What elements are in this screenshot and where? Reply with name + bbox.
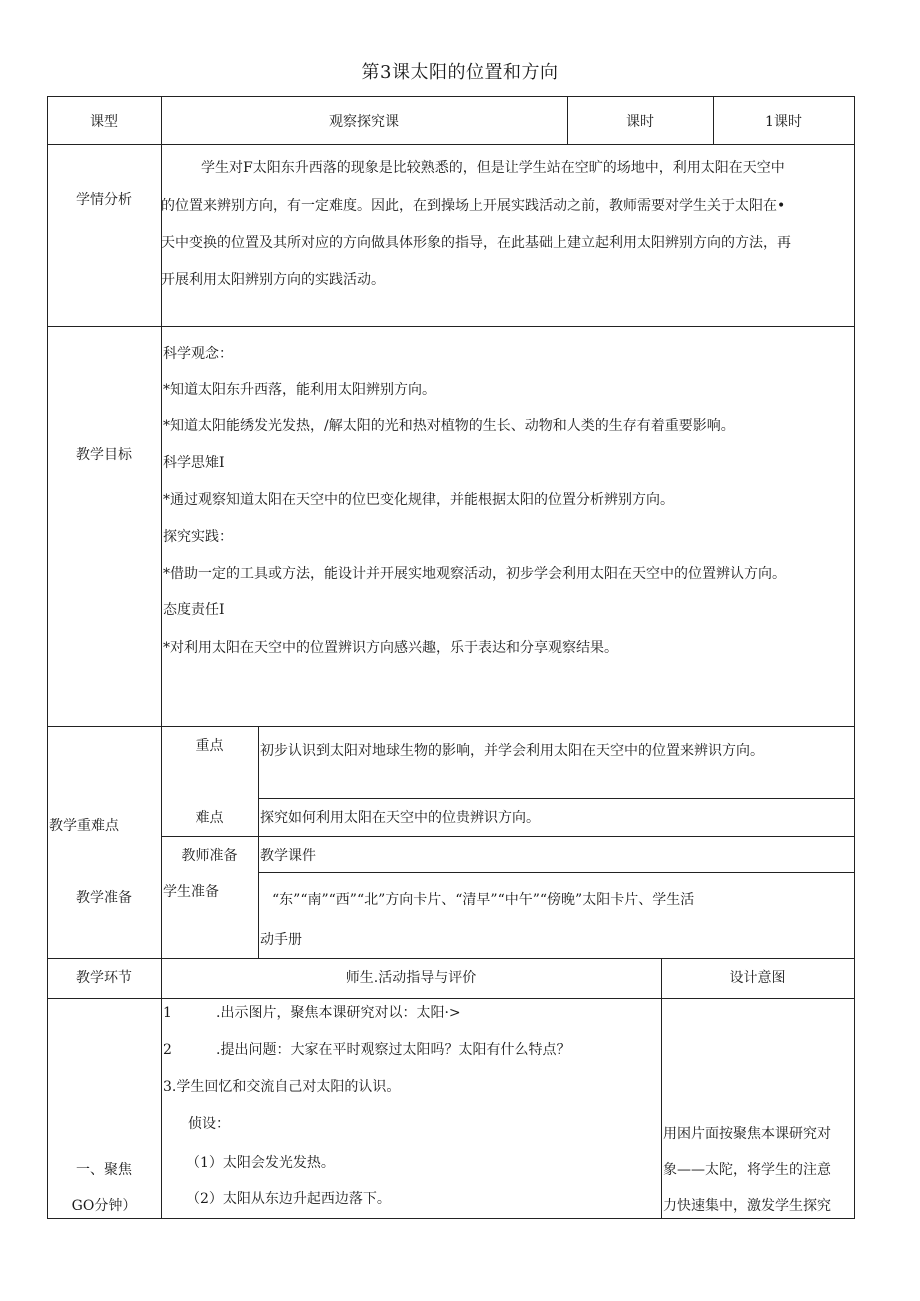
goal-item: *知道太阳能绣发光发热，/解太阳的光和热对植物的生长、动物和人类的生存有着重要影响。 — [163, 418, 735, 434]
intent-line: 用困片面按聚焦本课研究对 — [663, 1126, 831, 1142]
step-text: 3.学生回忆和交流自己对太阳的认识。 — [163, 1079, 401, 1095]
lesson-type-value: 观察探究课 — [329, 114, 399, 130]
step-text: .提出问题：大家在平时观察过太阳吗？太阳有什么特点？ — [216, 1042, 571, 1058]
difficulty-text: 探究如何利用太阳在天空中的位贵辨识方向。 — [260, 810, 540, 826]
lesson-type-label: 课型 — [90, 114, 118, 130]
goal-item: *借助一定的工具或方法，能设计并开展实地观察活动，初步学会利用太阳在天空中的位置辨认方向。 — [163, 566, 786, 582]
step-number: 2 — [163, 1042, 172, 1058]
analysis-line: 开展利用太阳辨别方向的实践活动。 — [161, 272, 385, 288]
student-prep-label: 学生准备 — [163, 884, 219, 900]
difficulty-label: 难点 — [195, 810, 224, 826]
goals-label: 教学目标 — [76, 447, 132, 463]
document-title: 第3课太阳的位置和方向 — [361, 62, 559, 83]
stage1-name: 一、聚焦 — [76, 1162, 132, 1178]
step-text: .出示图片，聚焦本课研究对以：太阳·> — [216, 1005, 461, 1021]
intent-line: 象——太陀，将学生的注意 — [663, 1162, 831, 1178]
step-number: 1 — [163, 1005, 172, 1021]
goal-heading: 探究实践： — [163, 529, 233, 545]
lesson-hours-value: 1课时 — [765, 114, 802, 130]
hypothesis-item: （1）太阳会发光发热。 — [186, 1155, 335, 1171]
hypothesis-label: 侦设： — [188, 1116, 230, 1132]
goal-item: *通过观察知道太阳在天空中的位巴变化规律，并能根据太阳的位置分析辨别方向。 — [163, 492, 674, 508]
goal-heading: 科学思雉I — [163, 455, 225, 471]
hypothesis-item: （2）太阳从东边升起西边落下。 — [186, 1191, 391, 1207]
activity-header: 师生.活动指导与评价 — [345, 970, 477, 986]
analysis-line: 学生对F太阳东升西落的现象是比较熟悉的，但是让学生站在空旷的场地中，利用太阳在天空中 — [201, 160, 785, 176]
goal-item: *知道太阳东升西落，能利用太阳辨别方向。 — [163, 382, 436, 398]
focus-text: 初步认识到太阳对地球生物的影响，并学会利用太阳在天空中的位置来辨识方向。 — [260, 743, 764, 759]
preparation-label: 教学准备 — [76, 890, 132, 906]
stage-header: 教学环节 — [76, 970, 132, 986]
intent-header: 设计意图 — [729, 970, 786, 986]
analysis-label: 学情分析 — [76, 192, 132, 208]
student-prep-line: 动手册 — [260, 932, 302, 948]
teacher-prep-text: 教学课件 — [260, 848, 316, 864]
analysis-line: 天中变换的位置及其所对应的方向做具体形象的指导，在此基础上建立起利用太阳辨别方向的方法，再 — [161, 235, 791, 251]
student-prep-line: “东”“南”“西”“北”方向卡片、“清早”“中午”“傍晚”太阳卡片、学生活 — [272, 892, 695, 908]
goal-item: *对利用太阳在天空中的位置辨识方向感兴趣，乐于表达和分享观察结果。 — [163, 640, 618, 656]
focus-label: 重点 — [195, 738, 224, 754]
stage1-duration: GO分钟） — [71, 1198, 137, 1214]
intent-line: 力快速集中，激发学生探究 — [663, 1198, 831, 1214]
goal-heading: 科学观念： — [163, 346, 233, 362]
lesson-hours-label: 课时 — [626, 114, 654, 130]
teacher-prep-label: 教师准备 — [181, 848, 238, 864]
analysis-line: 的位置来辨别方向，有一定难度。因此，在到操场上开展实践活动之前，教师需要对学生关于太阳在• — [161, 198, 786, 214]
goal-heading: 态度责任I — [163, 602, 225, 618]
key-points-label: 教学重难点 — [49, 818, 119, 834]
